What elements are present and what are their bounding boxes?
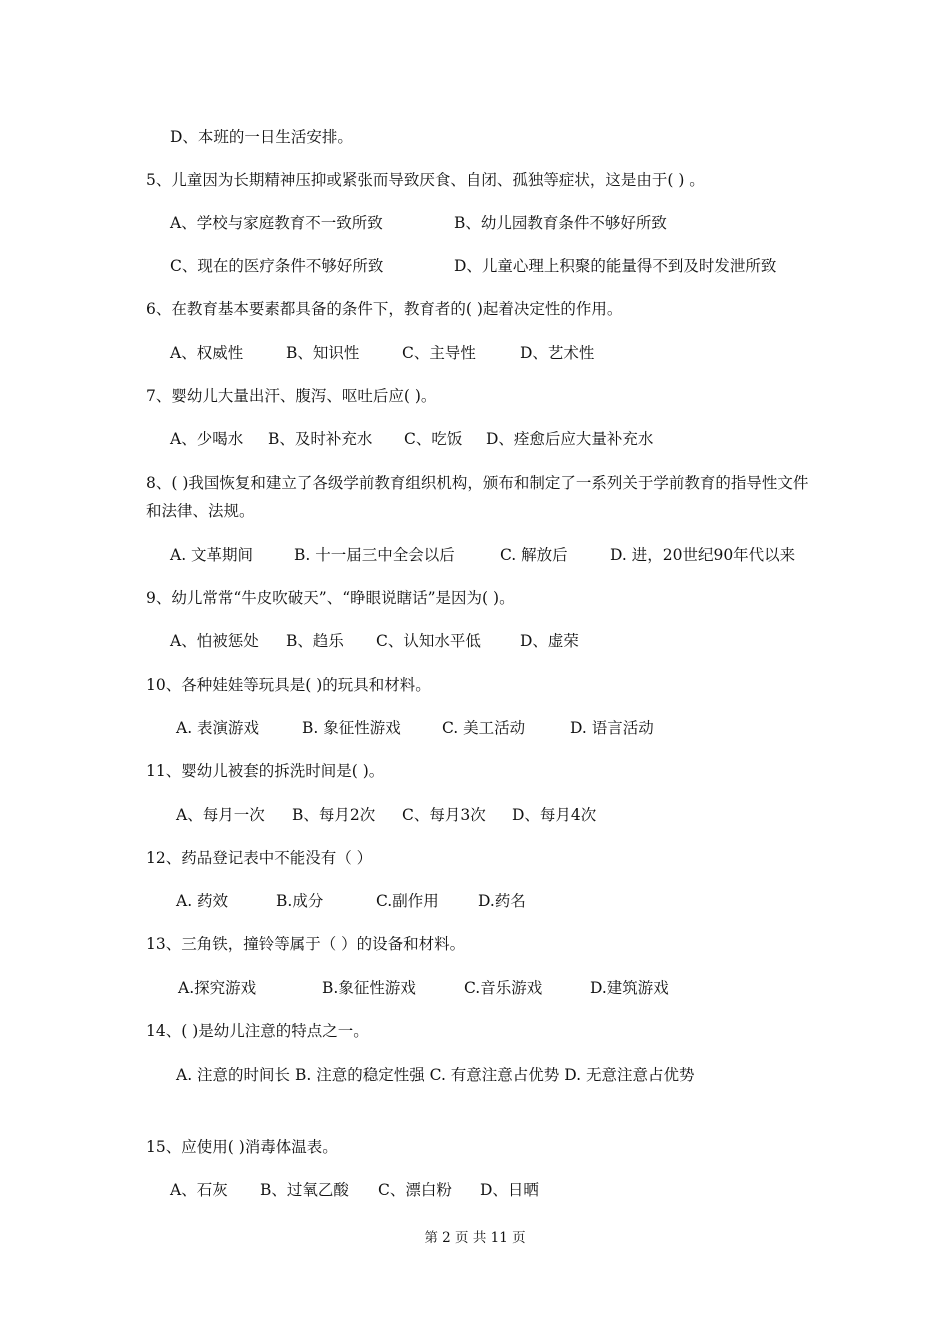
option-c: C、主导性 [402,344,476,362]
option-line: D、本班的一日生活安排。 [170,128,353,146]
question-5: 5、儿童因为长期精神压抑或紧张而导致厌食、自闭、孤独等症状，这是由于( ) 。 [146,171,705,189]
question-6: 6、在教育基本要素都具备的条件下，教育者的( )起着决定性的作用。 [146,300,623,318]
option-a: A. 表演游戏 [176,719,260,737]
option-a: A、权威性 [170,344,244,362]
option-a: A. 文革期间 [170,546,254,564]
question-10: 10、各种娃娃等玩具是( )的玩具和材料。 [146,676,431,694]
options-row [176,890,816,912]
question-15: 15、应使用( )消毒体温表。 [146,1138,338,1156]
options-row [170,544,810,566]
page-footer: 第 2 页 共 11 页 [424,1230,526,1246]
option-d: D、艺术性 [520,344,595,362]
option-b: B、趋乐 [286,632,344,650]
option-d: D、儿童心理上积聚的能量得不到及时发泄所致 [454,257,777,275]
option-b: B. 象征性游戏 [302,719,401,737]
question-13: 13、三角铁，撞铃等属于（ ）的设备和材料。 [146,935,466,953]
option-c: C、现在的医疗条件不够好所致 [170,257,384,275]
question-11: 11、婴幼儿被套的拆洗时间是( )。 [146,762,385,780]
option-a: A.探究游戏 [178,979,257,997]
options-row [170,342,810,364]
option-b: B、每月2次 [292,806,376,824]
option-d: D. 进，20世纪90年代以来 [610,546,796,564]
option-d: D、痊愈后应大量补充水 [486,430,654,448]
options-row [170,212,810,234]
options-wrapped: A. 注意的时间长 B. 注意的稳定性强 C. 有意注意占优势 D. 无意注意占优势 [176,1066,695,1084]
option-b: B、及时补充水 [268,430,373,448]
option-b: B、过氧乙酸 [260,1181,349,1199]
option-a: A、石灰 [170,1181,228,1199]
option-b: B、幼儿园教育条件不够好所致 [454,214,667,232]
options-row [176,804,816,826]
option-c: C. 美工活动 [442,719,526,737]
option-d: D. 语言活动 [570,719,654,737]
option-c: C.音乐游戏 [464,979,543,997]
option-a: A、怕被惩处 [170,632,259,650]
option-c: C.副作用 [376,892,439,910]
option-b: B.象征性游戏 [322,979,416,997]
option-c: C、认知水平低 [376,632,481,650]
option-a: A. 药效 [176,892,229,910]
option-a: A、学校与家庭教育不一致所致 [170,214,383,232]
options-row [170,1179,810,1201]
option-d: D.药名 [478,892,526,910]
option-d: D.建筑游戏 [590,979,669,997]
options-row [176,977,816,999]
question-9: 9、幼儿常常“牛皮吹破天”、“睁眼说瞎话”是因为( )。 [146,589,515,607]
option-c: C、每月3次 [402,806,486,824]
option-b: B. 十一届三中全会以后 [294,546,455,564]
option-b: B.成分 [276,892,324,910]
options-row [170,630,810,652]
option-c: C、吃饭 [404,430,463,448]
option-d: D、虚荣 [520,632,579,650]
option-a: A、少喝水 [170,430,244,448]
question-8: 8、( )我国恢复和建立了各级学前教育组织机构，颁布和制定了一系列关于学前教育的指导性文件和法律、法规。 [146,474,809,520]
option-d: D、每月4次 [512,806,597,824]
option-c: C、漂白粉 [378,1181,452,1199]
question-7: 7、婴幼儿大量出汗、腹泻、呕吐后应( )。 [146,387,437,405]
option-b: B、知识性 [286,344,360,362]
option-c: C. 解放后 [500,546,568,564]
question-12: 12、药品登记表中不能没有（ ） [146,849,373,867]
options-row [176,717,816,739]
question-14: 14、( )是幼儿注意的特点之一。 [146,1022,369,1040]
options-row [170,428,810,450]
option-d: D、日晒 [480,1181,539,1199]
option-a: A、每月一次 [176,806,265,824]
options-row [170,255,810,277]
